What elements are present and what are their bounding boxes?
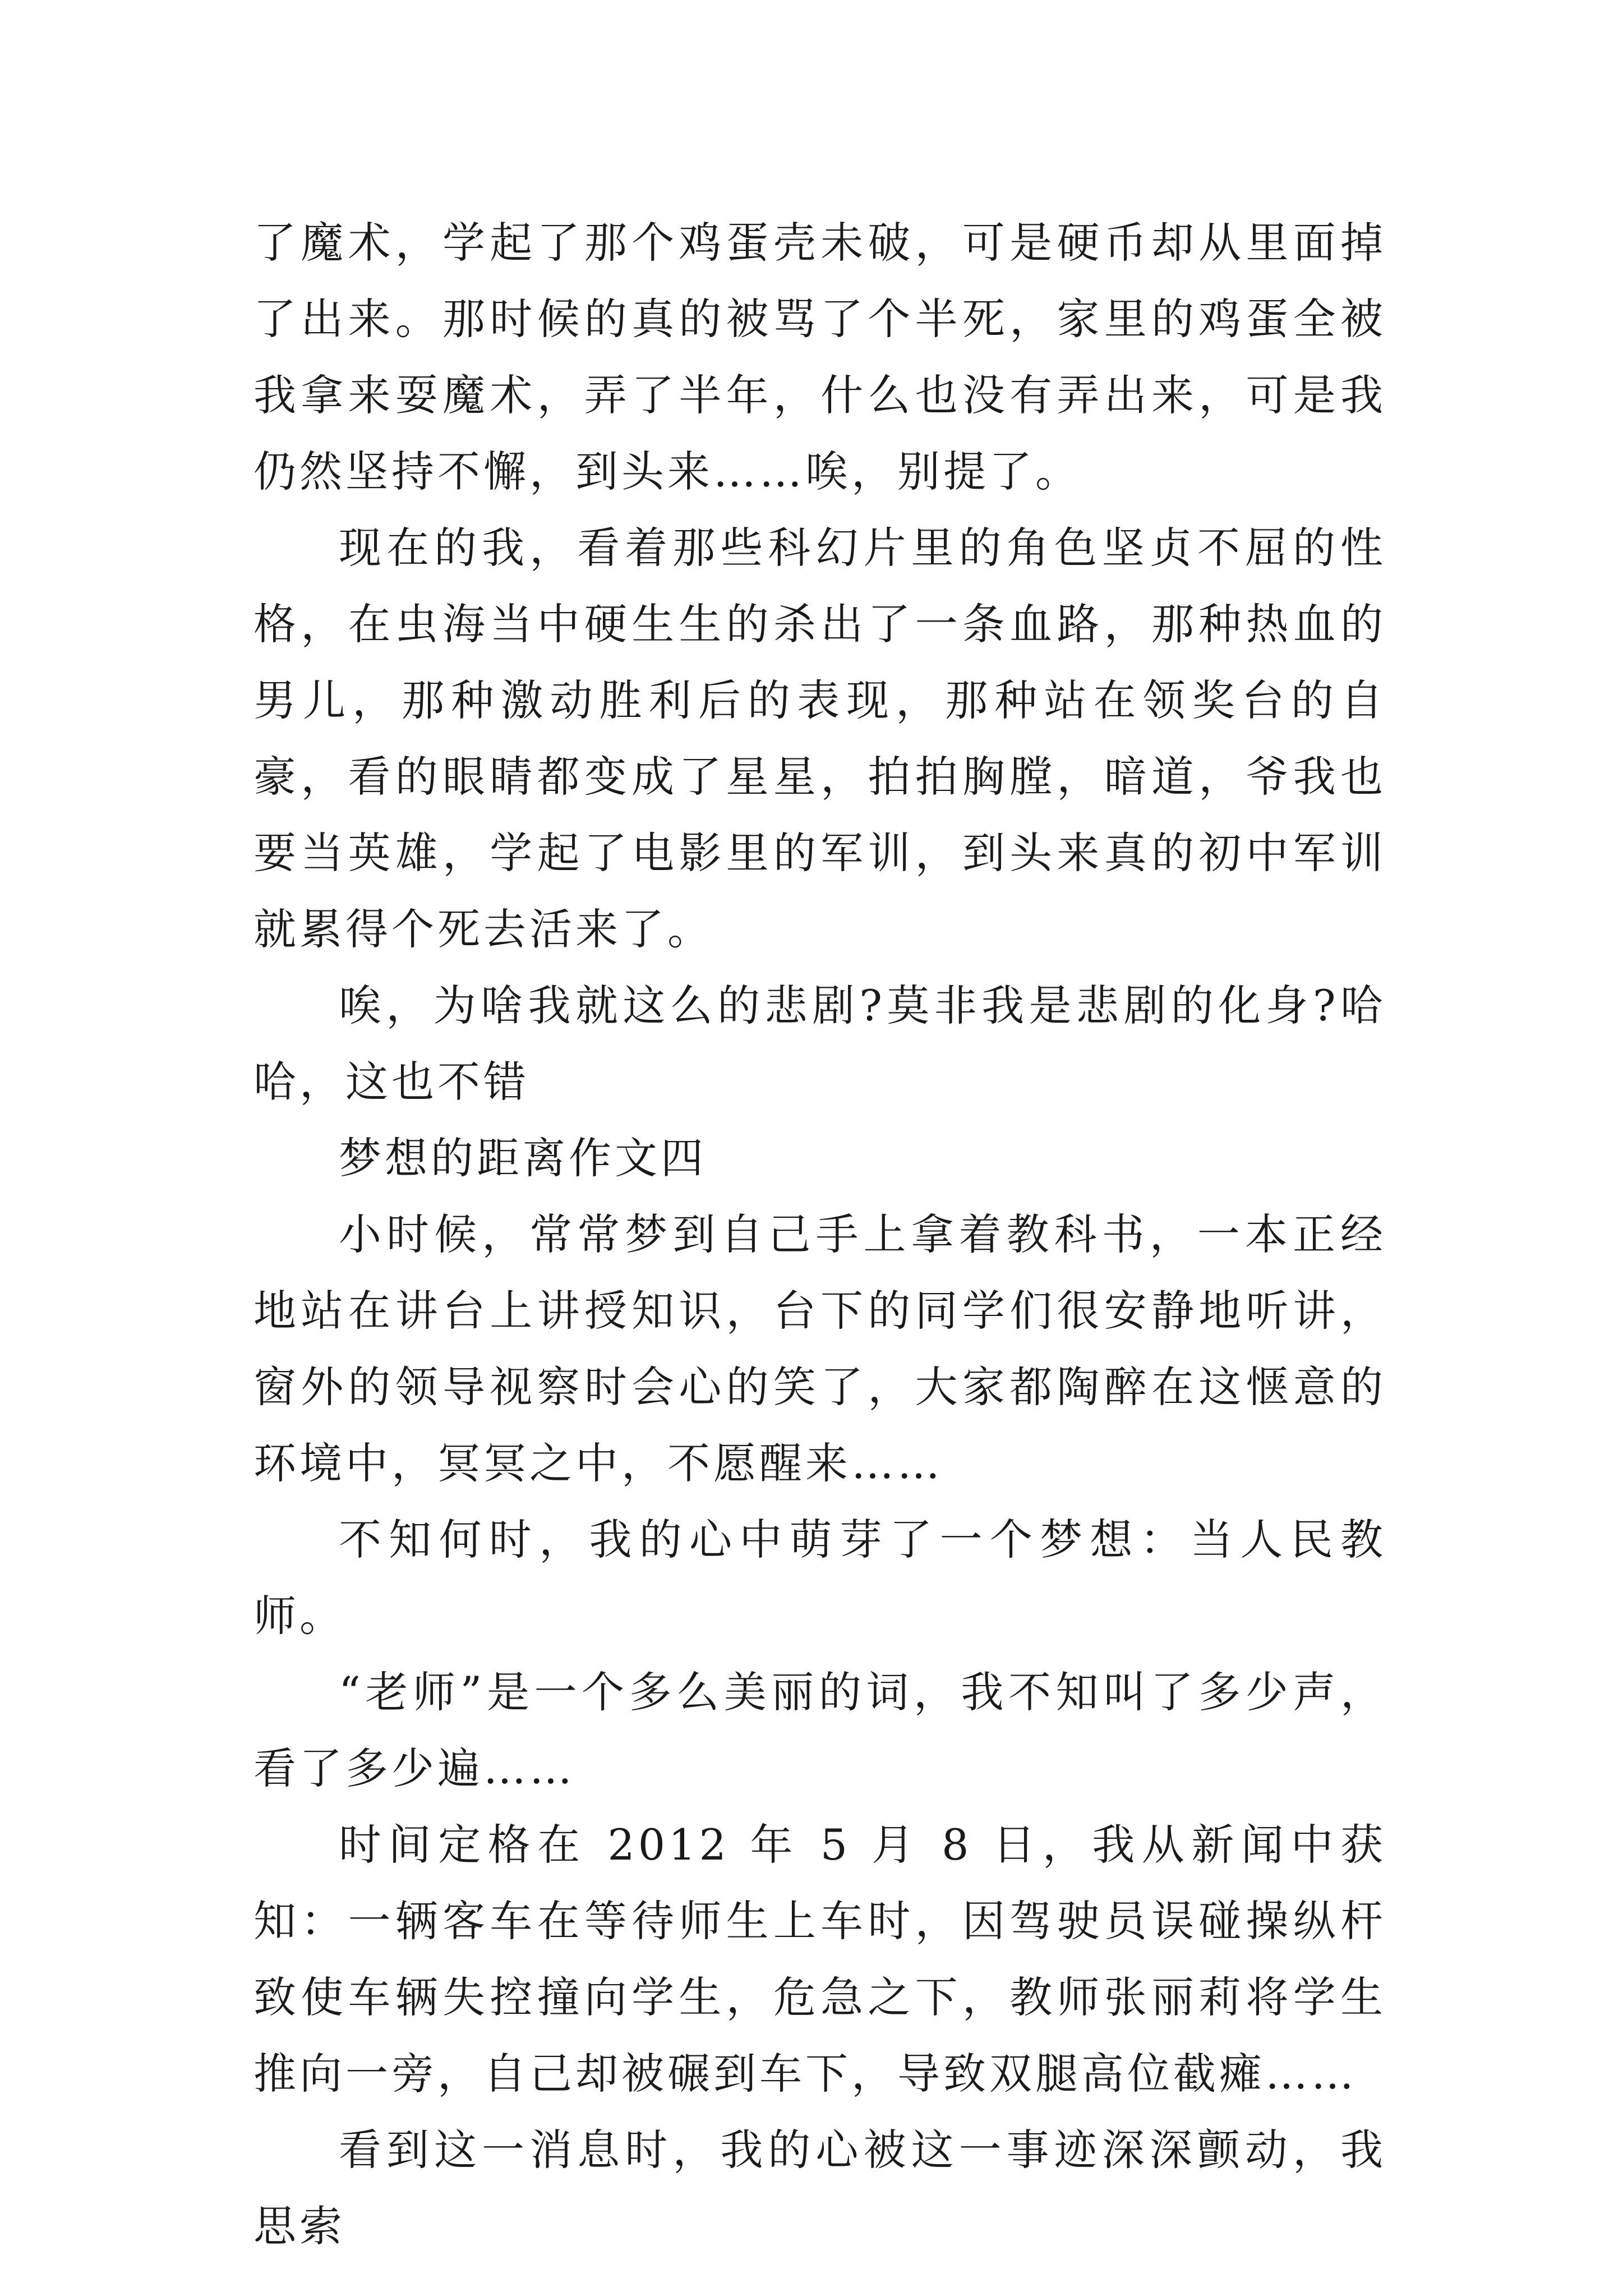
paragraph-8: 时间定格在 2012 年 5 月 8 日，我从新闻中获知：一辆客车在等待师生上车时，因驾驶员误碰操纵杆致使车辆失控撞向学生，危急之下，教师张丽莉将学生推向一旁，自己却被碾到车下，导致双腿高位截瘫…… <box>253 1820 1386 2099</box>
paragraph-1: 了魔术，学起了那个鸡蛋壳未破，可是硬币却从里面掉了出来。那时候的真的被骂了个半死，家里的鸡蛋全被我拿来耍魔术，弄了半年，什么也没有弄出来，可是我仍然坚持不懈，到头来……唉，别提了。 <box>253 218 1386 496</box>
essay-body <box>253 205 1386 2265</box>
paragraph-6: 不知何时，我的心中萌芽了一个梦想：当人民教师。 <box>253 1515 1386 1641</box>
paragraph-5: 小时候，常常梦到自己手上拿着教科书，一本正经地站在讲台上讲授知识，台下的同学们很安静地听讲，窗外的领导视察时会心的笑了，大家都陶醉在这惬意的环境中，冥冥之中，不愿醒来…… <box>253 1209 1386 1488</box>
paragraph-3: 唉，为啥我就这么的悲剧?莫非我是悲剧的化身?哈哈，这也不错 <box>253 981 1386 1107</box>
paragraph-2: 现在的我，看着那些科幻片里的角色坚贞不屈的性格，在虫海当中硬生生的杀出了一条血路，那种热血的男儿，那种激动胜利后的表现，那种站在领奖台的自豪，看的眼睛都变成了星星，拍拍胸膛，暗道，爷我也要当英雄，学起了电影里的军训，到头来真的初中军训就累得个死去活来了。 <box>253 523 1386 954</box>
paragraph-9: 看到这一消息时，我的心被这一事迹深深颤动，我思索 <box>253 2125 1386 2251</box>
section-heading: 梦想的距离作文四 <box>339 1133 707 1183</box>
paragraph-7: “老师”是一个多么美丽的词，我不知叫了多少声，看了多少遍…… <box>253 1667 1386 1793</box>
